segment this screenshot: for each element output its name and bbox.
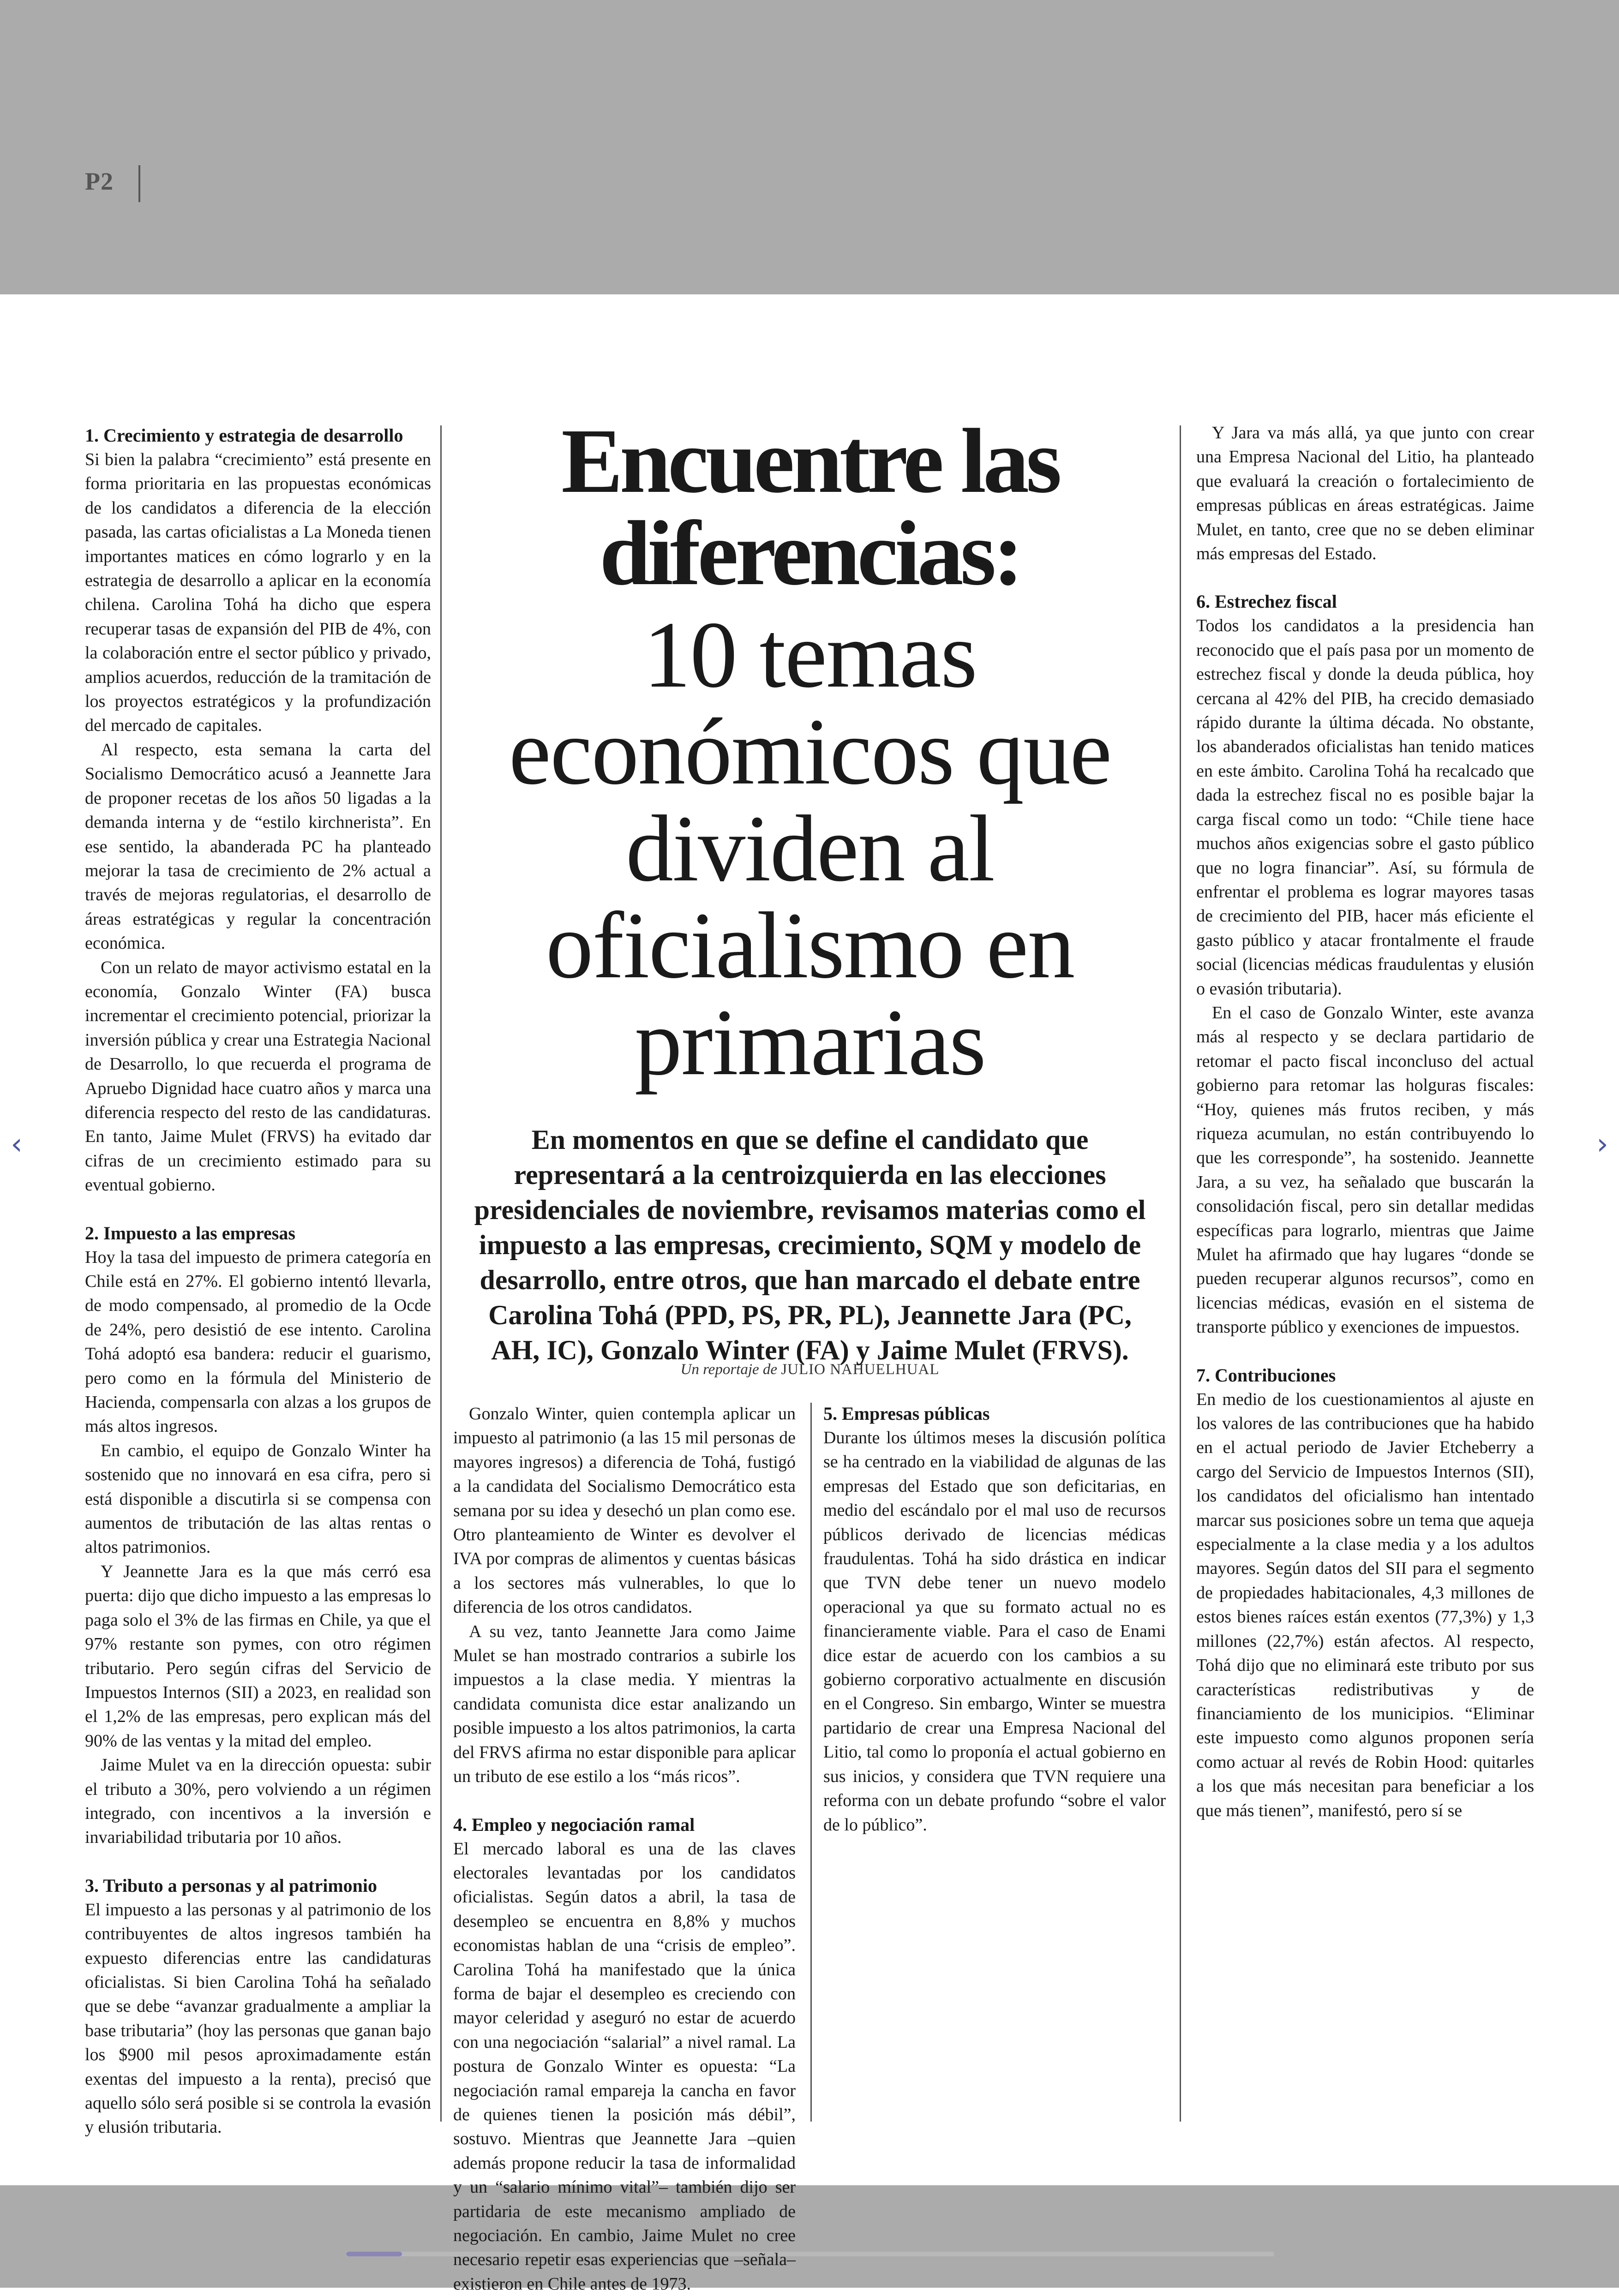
paragraph: Con un relato de mayor activismo estatal en la economía, Gonzalo Winter (FA) busca incrementar el crecimiento potencial, priorizar la inversión pública y crear una Estrategia Nacional de Desarrollo, lo que recuerda el programa de Apruebo Dignidad hace cuatro años y marca una diferencia respecto del resto de las candidaturas. En tanto, Jaime Mulet (FRVS) ha evitado dar cifras de un crecimiento estimado para su eventual gobierno. <box>85 956 431 1197</box>
section-heading: 6. Estrechez fiscal <box>1196 590 1534 614</box>
chevron-right-icon[interactable]: › <box>1593 1126 1612 1163</box>
section-heading: 7. Contribuciones <box>1196 1363 1534 1387</box>
paragraph: Hoy la tasa del impuesto de primera categoría en Chile está en 27%. El gobierno intentó llevarla, de modo compensado, al promedio de la Ocde de 24%, pero desistió de ese intento. Carolina Tohá adoptó esa bandera: reducir el guarismo, pero como en la fórmula del Ministerio de Hacienda, compensarla con alzas a los grupos de más altos ingresos. <box>85 1245 431 1439</box>
section-heading: 1. Crecimiento y estrategia de desarrollo <box>85 424 431 448</box>
article-column-middle-a <box>453 1402 796 2122</box>
section-heading: 2. Impuesto a las empresas <box>85 1221 431 1245</box>
page-number-label: P2 <box>85 167 114 196</box>
paragraph: En el caso de Gonzalo Winter, este avanza más al respecto y se declara partidario de retomar el pacto fiscal inconcluso del actual gobierno para retomar las holguras fiscales: “Hoy, quienes más frutos reciben, y más riqueza acumulan, no están contribuyendo lo que les corresponde”, ha sostenido. Jeannette Jara, a su vez, ha señalado que buscarán la consolidación fiscal, pero sin detallar medidas específicas para lograrlo, mientras que Jaime Mulet ha afirmado que hay lugares “donde se pueden recuperar algunos recursos”, como en licencias médicas, evasión en el sistema de transporte público y exenciones de impuestos. <box>1196 1001 1534 1339</box>
article-column-middle-b <box>823 1402 1166 2122</box>
paragraph: Jaime Mulet va en la dirección opuesta: subir el tributo a 30%, pero volviendo a un régimen integrado, con incentivos a la inversión e invariabilidad tributaria por 10 años. <box>85 1753 431 1850</box>
headline-bold: Encuentre las diferencias: <box>457 415 1163 600</box>
paragraph: A su vez, tanto Jeannette Jara como Jaime Mulet se han mostrado contrarios a subirle los impuestos a la clase media. Y mientras la candidata comunista dice estar analizando un posible impuesto a los altos patrimonios, la carta del FRVS afirma no estar disponible para aplicar un tributo de ese estilo a los “más ricos”. <box>453 1620 796 1789</box>
paragraph: Gonzalo Winter, quien contempla aplicar un impuesto al patrimonio (a las 15 mil personas de mayores ingresos) a diferencia de Tohá, fustigó a la candidata del Socialismo Democrático esta semana por su idea y desechó un plan como ese. Otro planteamiento de Winter es devolver el IVA por compras de alimentos y cuentas básicas a los sectores más vulnerables, lo que lo diferencia de los otros candidatos. <box>453 1402 796 1620</box>
byline-prefix: Un reportaje de <box>680 1361 777 1378</box>
viewer-top-bar <box>0 0 1619 294</box>
paragraph: En cambio, el equipo de Gonzalo Winter ha sostenido que no innovará en esa cifra, pero si está disponible a discutirla si se compensa con aumentos de tributación de las altas rentas o altos patrimonios. <box>85 1439 431 1560</box>
paragraph: Al respecto, esta semana la carta del Socialismo Democrático acusó a Jeannette Jara de proponer recetas de los años 50 ligadas a la demanda interna y de “estilo kirchnerista”. En ese sentido, la abanderada PC ha planteado mejorar la tasa de crecimiento de 2% actual a través de mejoras regulatorias, el desarrollo de áreas estratégicas y regular la concentración económica. <box>85 738 431 956</box>
byline-author: JULIO NAHUELHUAL <box>781 1361 939 1378</box>
section-heading: 4. Empleo y negociación ramal <box>453 1813 796 1837</box>
paragraph: Y Jeannette Jara es la que más cerró esa puerta: dijo que dicho impuesto a las empresas lo paga solo el 3% de las firmas en Chile, ya que el 97% restante son pymes, con otro régimen tributario. Pero según cifras del Servicio de Impuestos Internos (SII) a 2023, en realidad son el 1,2% de las empresas, pero explican más del 90% de las ventas y la mitad del empleo. <box>85 1560 431 1753</box>
column-rule <box>1180 425 1181 2122</box>
column-rule <box>810 1403 812 2122</box>
headline-block <box>457 415 1163 1091</box>
viewer-bottom-bar <box>0 2185 1619 2288</box>
page-progress-fill <box>346 2252 402 2256</box>
headline-light: 10 temas económicos que dividen al oficialismo en primarias <box>457 606 1163 1091</box>
page-label-divider <box>138 165 140 202</box>
paragraph: Todos los candidatos a la presidencia han reconocido que el país pasa por un momento de estrechez fiscal y donde la deuda pública, hoy cercana al 42% del PIB, ha crecido demasiado rápido durante la última década. No obstante, los abanderados oficialistas han tenido matices en este ámbito. Carolina Tohá ha recalcado que dada la estrechez fiscal no es posible bajar la carga fiscal como un todo: “Chile tiene hace muchos años exigencias sobre el gasto público que no logra financiar”. Así, su fórmula de enfrentar el problema es lograr mayores tasas de crecimiento del PIB, hacer más eficiente el gasto público y atacar frontalmente el fraude social (licencias médicas fraudulentas y elusión o evasión tributaria). <box>1196 614 1534 1001</box>
chevron-left-icon[interactable]: ‹ <box>7 1126 26 1163</box>
paragraph: Durante los últimos meses la discusión política se ha centrado en la viabilidad de algunas de las empresas del Estado que son deficitarias, en medio del escándalo por el mal uso de recursos públicos derivado de licencias médicas fraudulentas. Tohá ha sido drástica en indicar que TVN debe tener un nuevo modelo operacional ya que su formato actual no es financieramente viable. Para el caso de Enami dice estar de acuerdo con los cambios a su gobierno corporativo actualmente en discusión en el Congreso. Sin embargo, Winter se muestra partidario de crear una Empresa Nacional del Litio, tal como lo proponía el actual gobierno en sus inicios, y considera que TVN requiere una reforma con un debate profundo “sobre el valor de lo público”. <box>823 1426 1166 1837</box>
article-column-right <box>1196 421 1534 2122</box>
article-deck: En momentos en que se define el candidato que representará a la centroizquierda en las elecciones presidenciales de noviembre, revisamos materias como el impuesto a las empresas, crecimiento, SQM y modelo de desarrollo, entre otros, que han marcado el debate entre Carolina Tohá (PPD, PS, PR, PL), Jeannette Jara (PC, AH, IC), Gonzalo Winter (FA) y Jaime Mulet (FRVS). <box>471 1122 1149 1368</box>
article-column-left <box>85 424 431 2122</box>
section-heading: 5. Empresas públicas <box>823 1402 1166 1426</box>
paragraph: En medio de los cuestionamientos al ajuste en los valores de las contribuciones que ha habido en el actual periodo de Javier Etcheberry a cargo del Servicio de Impuestos Internos (SII), los candidatos del oficialismo han intentado marcar sus posiciones sobre un tema que aqueja especialmente a la clase media y a los adultos mayores. Según datos del SII para el segmento de propiedades habitacionales, 4,3 millones de estos bienes raíces están exentos (77,3%) y 1,3 millones (22,7%) están afectos. Al respecto, Tohá dijo que no eliminará este tributo por sus características redistributivas y de financiamiento de los municipios. “Eliminar este impuesto como algunos proponen sería como actuar al revés de Robin Hood: quitarles a los que más necesitan para beneficiar a los que más tienen”, manifestó, pero sí se <box>1196 1387 1534 1823</box>
paragraph: El impuesto a las personas y al patrimonio de los contribuyentes de altos ingresos también ha expuesto diferencias entre las candidaturas oficialistas. Si bien Carolina Tohá ha señalado que se debe “avanzar gradualmente a ampliar la base tributaria” (hoy las personas que ganan bajo los $900 mil pesos aproximadamente están exentas del impuesto a la renta), precisó que aquello sólo será posible si se controla la evasión y elusión tributaria. <box>85 1898 431 2140</box>
byline <box>457 1361 1163 1378</box>
paragraph: El mercado laboral es una de las claves electorales levantadas por los candidatos oficialistas. Según datos a abril, la tasa de desempleo se encuentra en 8,8% y muchos economistas hablan de una “crisis de empleo”. Carolina Tohá ha manifestado que la única forma de bajar el desempleo es creciendo con mayor celeridad y aseguró no estar de acuerdo con una negociación “salarial” a nivel ramal. La postura de Gonzalo Winter es opuesta: “La negociación ramal empareja la cancha en favor de quienes tienen la posición más débil”, sostuvo. Mientras que Jeannette Jara –quien además propone reducir la tasa de informalidad y un “salario mínimo vital”– también dijo ser partidaria de este mecanismo ampliado de negociación. En cambio, Jaime Mulet no cree necesario repetir esas experiencias que –señala– existieron en Chile antes de 1973. <box>453 1837 796 2296</box>
paragraph: Si bien la palabra “crecimiento” está presente en forma prioritaria en las propuestas económicas de los candidatos a diferencia de la elección pasada, las cartas oficialistas a La Moneda tienen importantes matices en cómo lograrlo y en la estrategia de desarrollo a aplicar en la economía chilena. Carolina Tohá ha dicho que espera recuperar tasas de expansión del PIB de 4%, con la colaboración entre el sector público y privado, amplios acuerdos, reducción de la tramitación de los proyectos estratégicos y la profundización del mercado de capitales. <box>85 448 431 738</box>
paragraph: Y Jara va más allá, ya que junto con crear una Empresa Nacional del Litio, ha planteado que evaluará la creación o fortalecimiento de empresas públicas en áreas estratégicas. Jaime Mulet, en tanto, cree que no se deben eliminar más empresas del Estado. <box>1196 421 1534 566</box>
section-heading: 3. Tributo a personas y al patrimonio <box>85 1874 431 1898</box>
column-rule <box>440 425 442 2122</box>
